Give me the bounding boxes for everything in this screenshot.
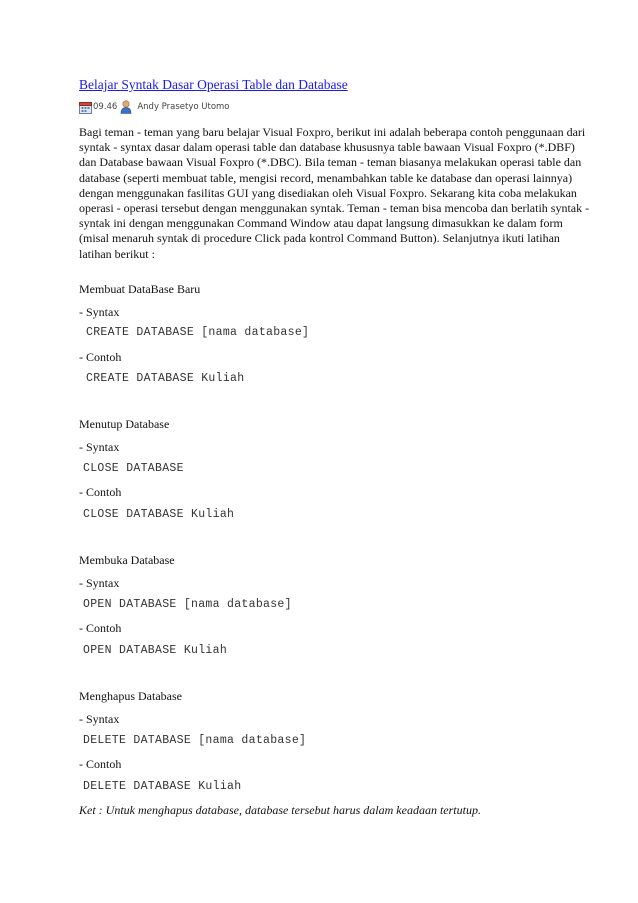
- section-heading: Menghapus Database: [79, 689, 182, 703]
- syntax-label: - Syntax: [79, 712, 120, 726]
- example-label: - Contoh: [79, 621, 122, 635]
- post-author[interactable]: Andy Prasetyo Utomo: [137, 102, 230, 112]
- section-heading: Menutup Database: [79, 417, 170, 431]
- intro-paragraph: [79, 125, 590, 262]
- intro-line: Bagi teman - teman yang baru belajar Visual Foxpro, berikut ini adalah beberapa contoh penggunaan dari: [79, 125, 586, 139]
- example-code: DELETE DATABASE Kuliah: [83, 780, 242, 793]
- syntax-code: DELETE DATABASE [nama database]: [83, 734, 307, 747]
- example-code: CREATE DATABASE Kuliah: [86, 372, 245, 385]
- intro-line: syntak ini dengan menggunakan Command Window atau dapat langsung dimasukkan ke dalam form: [79, 216, 563, 231]
- example-code: OPEN DATABASE Kuliah: [83, 644, 228, 657]
- example-label: - Contoh: [79, 485, 122, 499]
- post-title-link[interactable]: Belajar Syntak Dasar Operasi Table dan Database: [79, 77, 348, 92]
- example-label: - Contoh: [79, 757, 122, 771]
- syntax-label: - Syntax: [79, 440, 120, 454]
- section-heading: Membuat DataBase Baru: [79, 282, 201, 296]
- note-text: Ket : Untuk menghapus database, database tersebut harus dalam keadaan tertutup.: [79, 803, 481, 817]
- syntax-label: - Syntax: [79, 576, 120, 590]
- syntax-code: OPEN DATABASE [nama database]: [83, 598, 292, 611]
- intro-line: latihan berikut :: [79, 246, 155, 261]
- post-meta: [79, 99, 230, 115]
- post-time: 09.46: [93, 102, 118, 112]
- intro-line: operasi - operasi tersebut dengan menggunakan syntak. Teman - teman bisa mencoba dan berlatih syntak -: [79, 201, 590, 216]
- syntax-label: - Syntax: [79, 305, 120, 319]
- intro-line: database (seperti membuat table, mengisi record, menambahkan table ke database dan operasi lainnya): [79, 170, 573, 185]
- user-icon: [120, 100, 132, 114]
- syntax-code: CREATE DATABASE [nama database]: [86, 326, 310, 339]
- intro-line: dengan menggunakan fasilitas GUI yang disediakan oleh Visual Foxpro. Sekarang kita coba melakukan: [79, 185, 577, 200]
- calendar-icon: [79, 101, 92, 114]
- example-label: - Contoh: [79, 350, 122, 364]
- intro-line: (misal menaruh syntak di procedure Click pada kontrol Command Button). Selanjutnya ikuti latihan: [79, 231, 560, 246]
- example-code: CLOSE DATABASE Kuliah: [83, 508, 235, 521]
- section-heading: Membuka Database: [79, 553, 175, 567]
- intro-line: dan Database bawaan Visual Foxpro (*.DBC). Bila teman - teman biasanya melakukan operasi table dan: [79, 155, 582, 170]
- intro-line: syntak - syntax dasar dalam operasi table dan database khususnya table bawaan Visual Foxpro (*.DBF): [79, 140, 575, 155]
- syntax-code: CLOSE DATABASE: [83, 462, 184, 475]
